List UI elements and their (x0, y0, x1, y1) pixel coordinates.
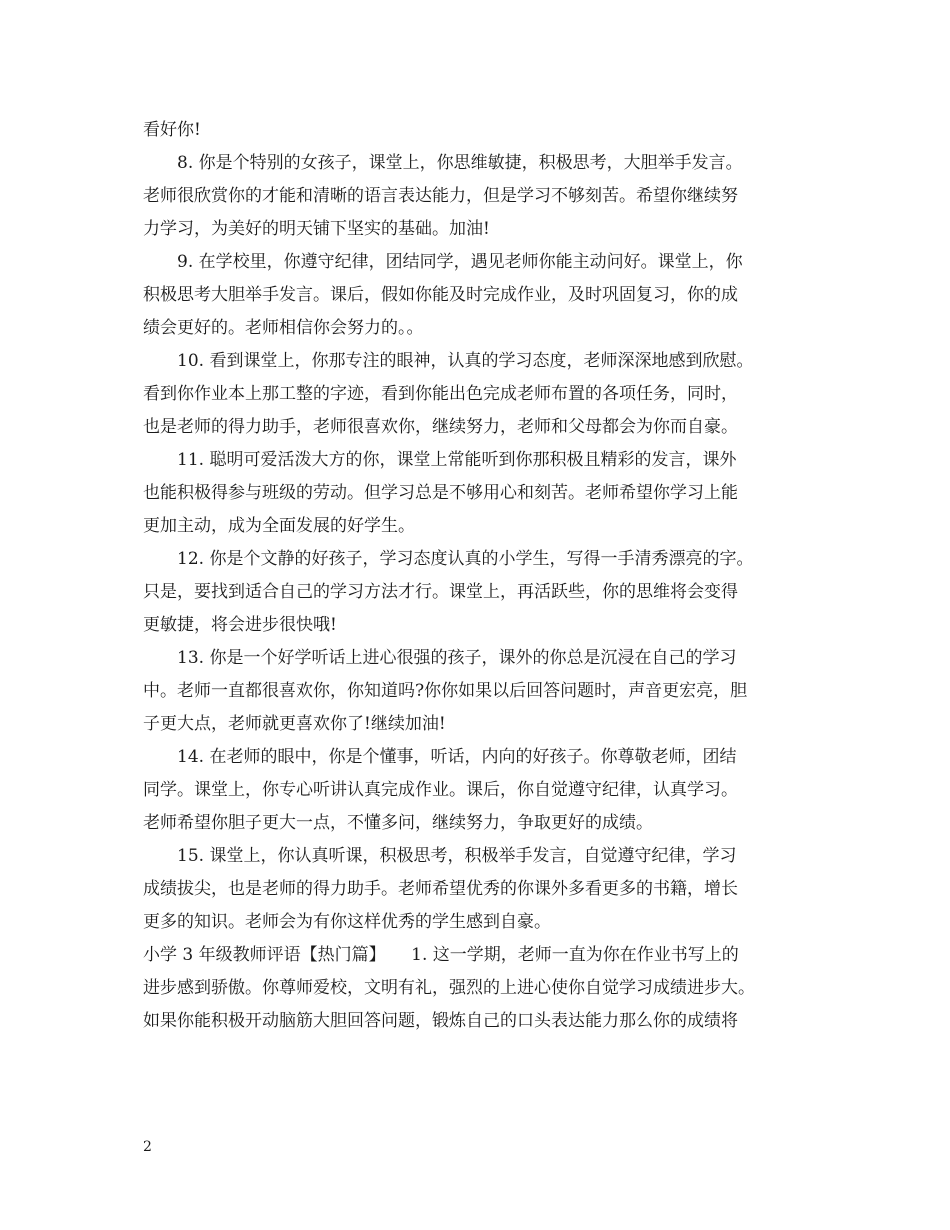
text-line: 同学。课堂上，你专心听讲认真完成作业。课后，你自觉遵守纪律，认真学习。 (143, 780, 738, 800)
text-line: 更敏捷，将会进步很快哦! (143, 615, 337, 635)
page-number: 2 (143, 1139, 152, 1155)
text-line: 进步感到骄傲。你尊师爱校，文明有礼，强烈的上进心使你自觉学习成绩进步大。 (143, 978, 755, 998)
text-line: 11. 聪明可爱活泼大方的你，课堂上常能听到你那积极且精彩的发言，课外 (177, 450, 737, 470)
text-line: 更加主动，成为全面发展的好学生。 (143, 516, 415, 536)
text-line: 看到你作业本上那工整的字迹，看到你能出色完成老师布置的各项任务，同时， (143, 384, 738, 404)
text-line: 也能积极得参与班级的劳动。但学习总是不够用心和刻苦。老师希望你学习上能 (143, 483, 738, 503)
text-line: 积极思考大胆举手发言。课后，假如你能及时完成作业，及时巩固复习，你的成 (143, 285, 738, 305)
text-line: 老师很欣赏你的才能和清晰的语言表达能力，但是学习不够刻苦。希望你继续努 (143, 186, 738, 206)
text-line: 10. 看到课堂上，你那专注的眼神，认真的学习态度，老师深深地感到欣慰。 (177, 351, 754, 371)
text-line: 更多的知识。老师会为有你这样优秀的学生感到自豪。 (143, 912, 551, 932)
text-line: 子更大点，老师就更喜欢你了!继续加油! (143, 714, 446, 734)
text-line: 8. 你是个特别的女孩子，课堂上，你思维敏捷，积极思考，大胆举手发言。 (177, 153, 743, 173)
text-line: 15. 课堂上，你认真听课，积极思考，积极举手发言，自觉遵守纪律，学习 (177, 846, 737, 866)
text-line: 12. 你是个文静的好孩子，学习态度认真的小学生，写得一手清秀漂亮的字。 (177, 549, 754, 569)
text-line: 只是，要找到适合自己的学习方法才行。课堂上，再活跃些，你的思维将会变得 (143, 582, 738, 602)
text-line: 14. 在老师的眼中，你是个懂事，听话，内向的好孩子。你尊敬老师，团结 (177, 747, 737, 767)
text-line: 看好你! (143, 120, 201, 140)
text-line: 也是老师的得力助手，老师很喜欢你，继续努力，老师和父母都会为你而自豪。 (143, 417, 738, 437)
text-line: 力学习，为美好的明天铺下坚实的基础。加油! (143, 219, 490, 239)
text-line: 成绩拔尖，也是老师的得力助手。老师希望优秀的你课外多看更多的书籍，增长 (143, 879, 738, 899)
text-line: 如果你能积极开动脑筋大胆回答问题，锻炼自己的口头表达能力那么你的成绩将 (143, 1011, 738, 1031)
text-line: 绩会更好的。老师相信你会努力的。。 (143, 318, 424, 338)
text-line: 9. 在学校里，你遵守纪律，团结同学，遇见老师你能主动问好。课堂上，你 (177, 252, 743, 272)
document-body (143, 114, 818, 1038)
text-line: 老师希望你胆子更大一点，不懂多问，继续努力，争取更好的成绩。 (143, 813, 653, 833)
text-line: 13. 你是一个好学听话上进心很强的孩子，课外的你总是沉浸在自己的学习 (177, 648, 737, 668)
text-line: 中。老师一直都很喜欢你，你知道吗?你你如果以后回答问题时，声音更宏亮，胆 (143, 681, 748, 701)
text-line: 小学 3 年级教师评语【热门篇】 1. 这一学期，老师一直为你在作业书写上的 (143, 945, 739, 965)
